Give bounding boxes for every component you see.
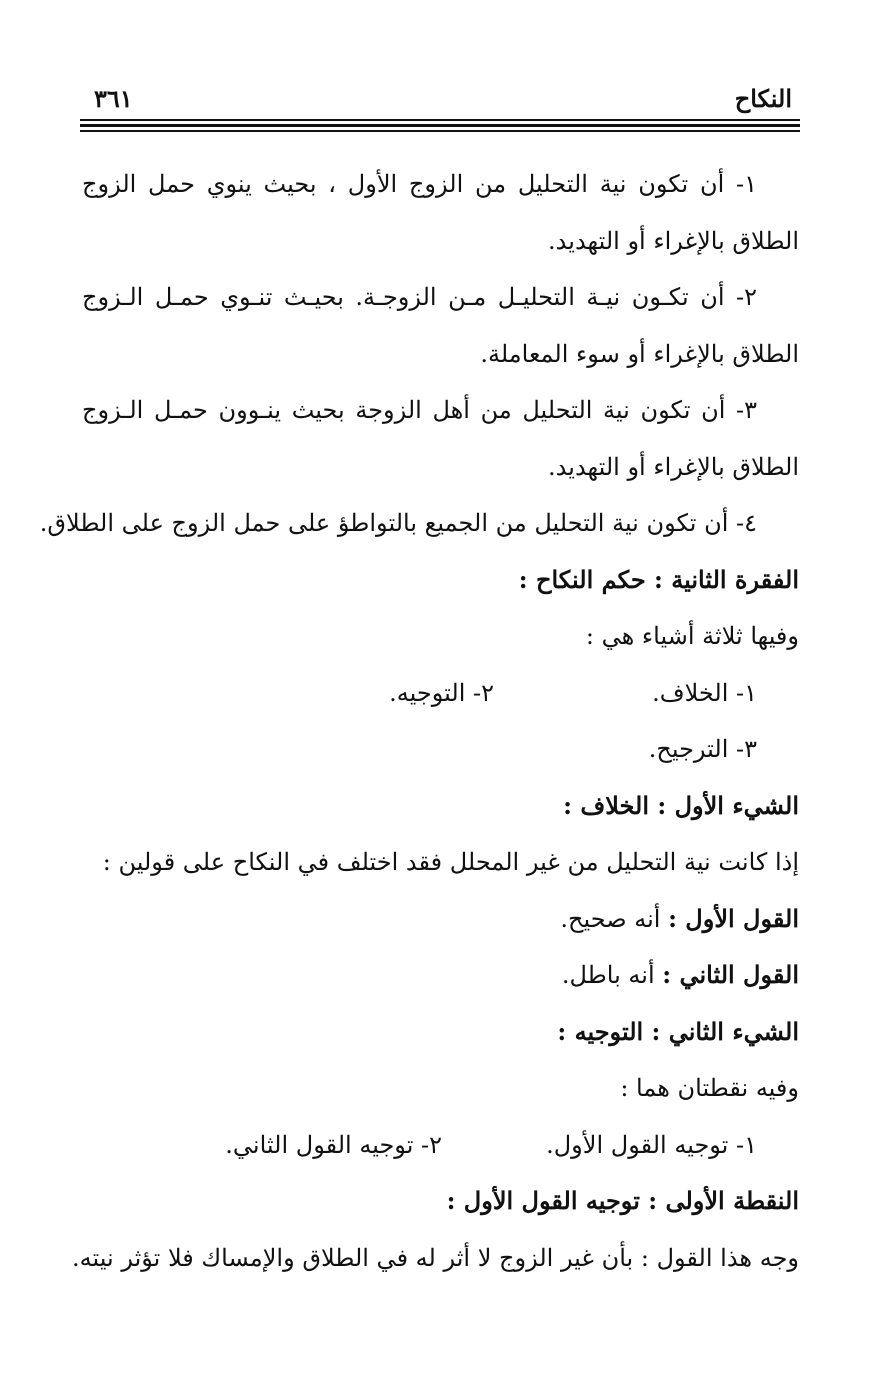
text-line: وجه هذا القول : بأن غير الزوج لا أثر له في الطلاق والإمساك فلا تؤثر نيته.	[72, 1243, 799, 1272]
text-line: الطلاق بالإغراء أو التهديد.	[548, 452, 799, 481]
text-line: إذا كانت نية التحليل من غير المحلل فقد اختلف في النكاح على قولين :	[102, 848, 799, 876]
list-item: ١- توجيه القول الأول.	[546, 1130, 757, 1159]
inline-text: أنه صحيح.	[560, 904, 669, 933]
text-line: ٢- أن تكـون نيـة التحليـل مـن الزوجـة. بحيـث تنـوي حمـل الـزوج	[82, 283, 757, 311]
list-item: ٣- الترجيح.	[648, 735, 757, 763]
list-item: ٢- توجيه القول الثاني.	[225, 1130, 442, 1159]
text-line: وفيه نقطتان هما :	[620, 1074, 799, 1102]
text-line: ٣- أن تكون نية التحليل من أهل الزوجة بحيث ينـوون حمـل الـزوج	[82, 396, 757, 424]
list-item: ١- الخلاف.	[652, 678, 757, 707]
header-rule-top	[80, 119, 800, 121]
page-body	[39, 156, 799, 1286]
text-line: ٤- أن تكون نية التحليل من الجميع بالتواطؤ على حمل الزوج على الطلاق.	[39, 509, 757, 537]
section-heading: النقطة الأولى : توجيه القول الأول :	[446, 1186, 799, 1215]
inline-heading: القول الأول :	[668, 903, 799, 933]
text-line	[82, 891, 799, 948]
chapter-title: النكاح	[734, 84, 792, 113]
header-rule-middle	[80, 124, 800, 127]
text-line: الطلاق بالإغراء أو سوء المعاملة.	[480, 339, 799, 368]
page-header	[80, 84, 800, 118]
list-row	[82, 665, 799, 722]
list-item: ٢- التوجيه.	[389, 678, 494, 707]
list-row	[82, 1117, 799, 1174]
inline-text: أنه باطل.	[561, 961, 663, 989]
text-line: وفيها ثلاثة أشياء هي :	[585, 622, 799, 650]
inline-heading: القول الثاني :	[662, 960, 799, 989]
text-line	[82, 947, 799, 1004]
section-heading: الشيء الأول : الخلاف :	[563, 790, 799, 820]
text-line: الطلاق بالإغراء أو التهديد.	[548, 226, 799, 255]
header-rule-bottom	[80, 130, 800, 132]
page-number: ٣٦١	[94, 84, 133, 113]
section-heading: الفقرة الثانية : حكم النكاح :	[518, 564, 799, 594]
section-heading: الشيء الثاني : التوجيه :	[557, 1016, 799, 1046]
text-line: ١- أن تكون نية التحليل من الزوج الأول ، بحيث ينوي حمل الزوج	[82, 170, 757, 198]
